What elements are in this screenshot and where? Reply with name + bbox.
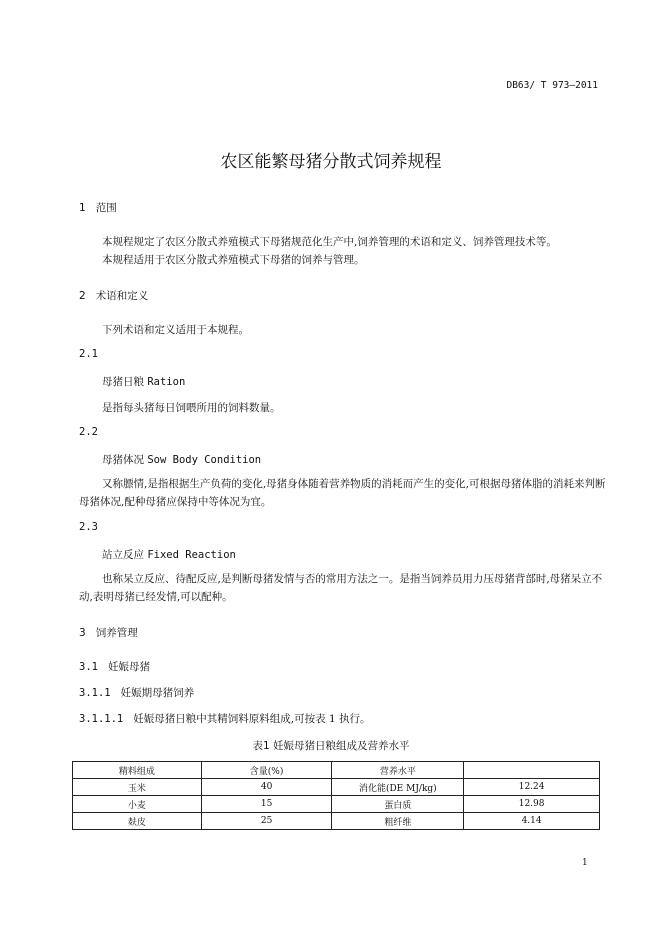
clause-number: 3.1 — [79, 661, 98, 673]
clause-text: 妊娠母猪日粮中其精饲料原料组成,可按表 1 执行。 — [133, 713, 371, 725]
clause-3-1-1-1 — [79, 711, 370, 726]
table-cell: 12.24 — [464, 779, 600, 796]
header-cell: 营养水平 — [332, 762, 464, 779]
section-title: 范围 — [95, 202, 117, 214]
table-cell: 粗纤维 — [332, 813, 464, 830]
section-1-heading — [79, 200, 117, 215]
clause-number: 3.1.1 — [79, 687, 111, 699]
header-cell — [464, 762, 600, 779]
clause-number: 3.1.1.1 — [79, 713, 124, 725]
table-row — [73, 813, 600, 830]
table-cell: 12.98 — [464, 796, 600, 813]
clause-2-1-number: 2.1 — [79, 348, 98, 360]
clause-2-2-definition: 又称膘情,是指根据生产负荷的变化,母猪身体随着营养物质的消耗而产生的变化,可根据母猪体脂的消耗来判断母猪体况,配种母猪应保持中等体况为宜。 — [79, 478, 606, 508]
clause-3-1-heading — [79, 659, 150, 674]
section-number: 1 — [79, 202, 86, 214]
clause-3-1-1-heading — [79, 685, 194, 700]
table-cell: 25 — [201, 813, 332, 830]
section-2-heading — [79, 288, 148, 303]
document-title: 农区能繁母猪分散式饲养规程 — [220, 152, 442, 172]
table-row — [73, 779, 600, 796]
clause-2-1-definition: 是指每头猪每日饲喂所用的饲料数量。 — [102, 402, 281, 414]
table-row — [73, 796, 600, 813]
page-number: 1 — [582, 858, 588, 868]
table-cell: 玉米 — [73, 779, 202, 796]
term-english: Ration — [147, 376, 186, 388]
clause-title: 妊娠期母猪饲养 — [120, 687, 195, 699]
diet-composition-table — [72, 761, 600, 830]
clause-2-3-definition: 也称呆立反应、待配反应,是判断母猪发情与否的常用方法之一。是指当饲养员用力压母猪背部时,母猪呆立不动,表明母猪已经发情,可以配种。 — [79, 573, 603, 603]
term-chinese: 母猪日粮 — [102, 376, 144, 388]
table-cell: 蛋白质 — [332, 796, 464, 813]
section-1-paragraph-1: 本规程规定了农区分散式养殖模式下母猪规范化生产中,饲养管理的术语和定义、饲养管理技术等。 — [102, 236, 557, 248]
table-cell: 4.14 — [464, 813, 600, 830]
section-number: 3 — [79, 627, 86, 639]
table-cell: 麸皮 — [73, 813, 202, 830]
section-2-paragraph: 下列术语和定义适用于本规程。 — [102, 324, 249, 336]
table-cell: 消化能(DE MJ/kg) — [332, 779, 464, 796]
clause-2-3-term — [102, 547, 236, 562]
term-english: Fixed Reaction — [147, 549, 236, 561]
table-caption: 表1 妊娠母猪日粮组成及营养水平 — [252, 740, 410, 752]
section-title: 术语和定义 — [95, 290, 149, 302]
section-number: 2 — [79, 290, 86, 302]
table-cell: 15 — [201, 796, 332, 813]
table-cell: 40 — [201, 779, 332, 796]
section-title: 饲养管理 — [95, 627, 138, 639]
standard-code: DB63/ T 973—2011 — [506, 80, 598, 91]
section-3-heading — [79, 625, 138, 640]
section-1-paragraph-2: 本规程适用于农区分散式养殖模式下母猪的饲养与管理。 — [102, 254, 365, 266]
term-english: Sow Body Condition — [147, 454, 262, 466]
clause-title: 妊娠母猪 — [107, 661, 150, 673]
table-header-row — [73, 762, 600, 779]
clause-2-2-number: 2.2 — [79, 426, 98, 438]
clause-2-2-term — [102, 452, 261, 467]
term-chinese: 站立反应 — [102, 549, 144, 561]
header-cell: 精料组成 — [73, 762, 202, 779]
term-chinese: 母猪体况 — [102, 454, 144, 466]
clause-2-1-term — [102, 374, 185, 389]
header-cell: 含量(%) — [201, 762, 332, 779]
table-cell: 小麦 — [73, 796, 202, 813]
clause-2-3-number: 2.3 — [79, 521, 98, 533]
